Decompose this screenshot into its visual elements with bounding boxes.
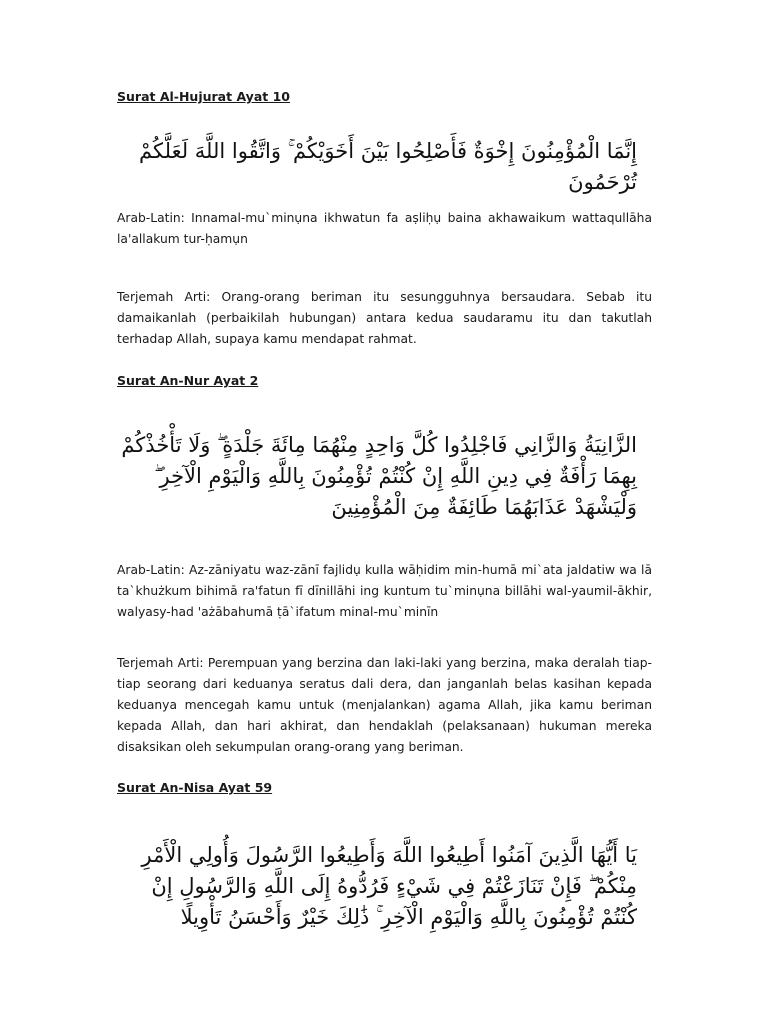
translation-an-nur: Terjemah Arti: Perempuan yang berzina dan laki-laki yang berzina, maka deralah tiap-tiap seorang dari keduanya seratus dali dera, dan janganlah belas kasihan kepada keduanya mencegah kamu untuk (menjalankan) agama Allah, jika kamu beriman kepada Allah, dan hari akhirat, dan hendaklah (pelaksanaan) hukuman mereka disaksikan oleh sekumpulan orang-orang yang beriman.: [117, 656, 652, 754]
latin-transliteration-an-nur: Arab-Latin: Az-zāniyatu waz-zānī fajlidụ kulla wāḥidim min-humā mi`ata jaldatiw wa lā ta`khużkum bihimā ra'fatun fī dīnillāhi ing kuntum tu`minụna billāhi wal-yaumil-ākhir, walyasy-had 'ażābahumā ṭā`ifatum minal-mu`minīn: [117, 563, 652, 619]
section-heading-al-hujurat: Surat Al-Hujurat Ayat 10: [117, 89, 290, 104]
arabic-verse-an-nur: الزَّانِيَةُ وَالزَّانِي فَاجْلِدُوا كُلَّ وَاحِدٍ مِنْهُمَا مِائَةَ جَلْدَةٍ ۖ وَلَا تَأْخُذْكُمْ بِهِمَا رَأْفَةٌ فِي دِينِ اللَّهِ إِنْ كُنْتُمْ تُؤْمِنُونَ بِاللَّهِ وَالْيَوْمِ الْآخِرِ ۖ وَلْيَشْهَدْ عَذَابَهُمَا طَائِفَةٌ مِنَ الْمُؤْمِنِينَ: [121, 433, 637, 519]
section-heading-an-nisa: Surat An-Nisa Ayat 59: [117, 780, 273, 795]
arabic-verse-an-nisa: يَا أَيُّهَا الَّذِينَ آمَنُوا أَطِيعُوا اللَّهَ وَأَطِيعُوا الرَّسُولَ وَأُولِي الْأَمْرِ مِنْكُمْ ۖ فَإِنْ تَنَازَعْتُمْ فِي شَيْءٍ فَرُدُّوهُ إِلَى اللَّهِ وَالرَّسُولِ إِنْ كُنْتُمْ تُؤْمِنُونَ بِاللَّهِ وَالْيَوْمِ الْآخِرِ ۚ ذَٰلِكَ خَيْرٌ وَأَحْسَنُ تَأْوِيلًا: [141, 843, 637, 929]
translation-al-hujurat: Terjemah Arti: Orang-orang beriman itu sesungguhnya bersaudara. Sebab itu damaikanlah (perbaikilah hubungan) antara kedua saudaramu itu dan takutlah terhadap Allah, supaya kamu mendapat rahmat.: [117, 290, 652, 346]
arabic-verse-al-hujurat: إِنَّمَا الْمُؤْمِنُونَ إِخْوَةٌ فَأَصْلِحُوا بَيْنَ أَخَوَيْكُمْ ۚ وَاتَّقُوا اللَّهَ لَعَلَّكُمْ تُرْحَمُونَ: [139, 139, 637, 194]
latin-transliteration-al-hujurat: Arab-Latin: Innamal-mu`minụna ikhwatun fa aṣliḥụ baina akhawaikum wattaqullāha la'allakum tur-ḥamụn: [117, 211, 652, 246]
section-heading-an-nur: Surat An-Nur Ayat 2: [117, 373, 259, 388]
